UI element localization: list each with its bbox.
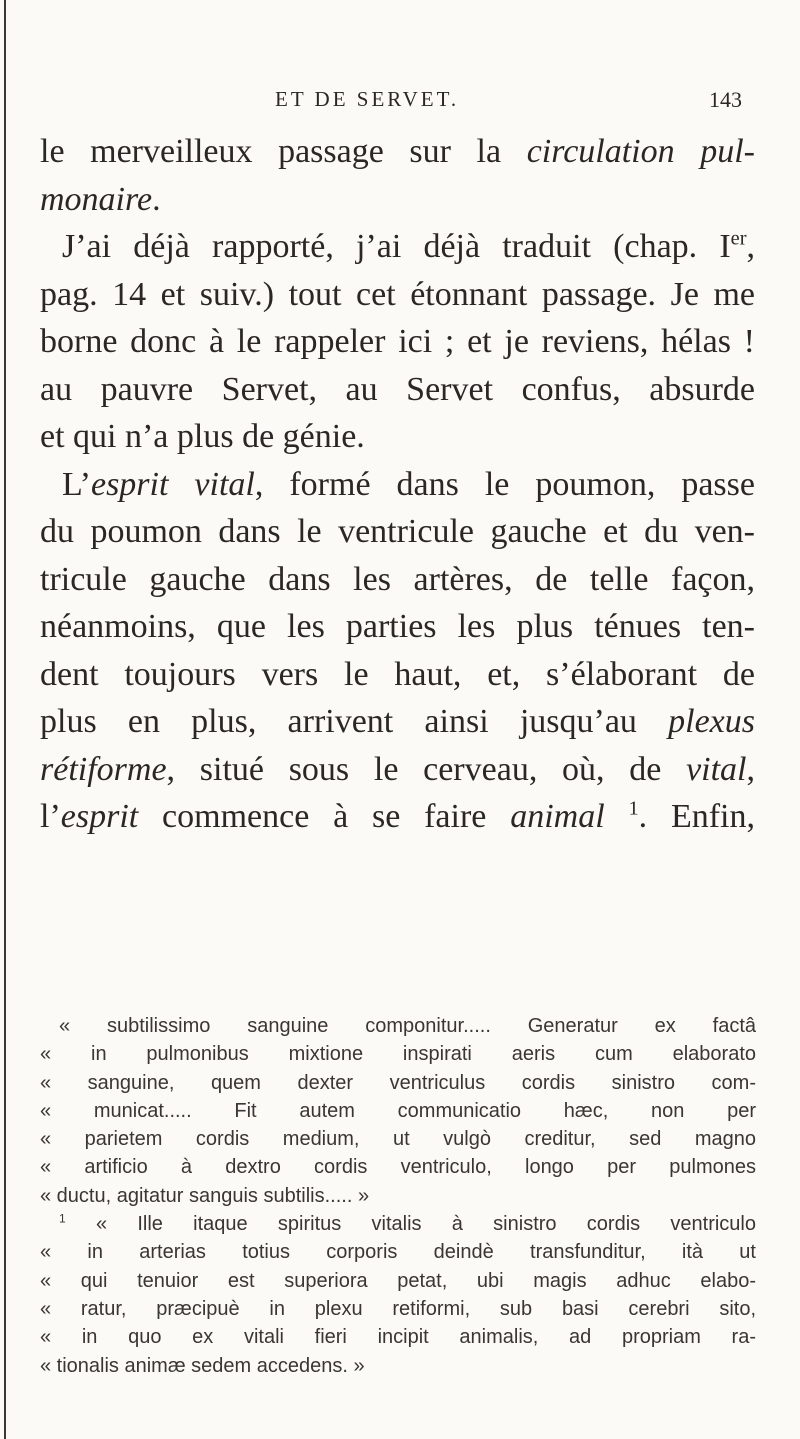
- text-run: et qui n’a plus de génie.: [40, 418, 365, 455]
- text-run: , situé sous le cerveau, où, de: [166, 750, 687, 788]
- text-run: ,: [746, 750, 755, 788]
- footnote-line: [40, 1210, 756, 1238]
- italic-text: monaire: [40, 180, 153, 218]
- footnote-line: [40, 1323, 756, 1351]
- italic-text: esprit: [60, 798, 139, 835]
- footnote-line: [40, 1352, 756, 1380]
- text-run: dent toujours vers le haut, et, s’élaborant de: [40, 655, 755, 693]
- footnote-line: [40, 1238, 756, 1266]
- page-edge-line: [4, 0, 6, 1439]
- text-run: « Ille itaque spiritus vitalis à sinistro cordis ventriculo: [65, 1213, 756, 1236]
- text-run: « qui tenuior est superiora petat, ubi magis adhuc elabo-: [40, 1269, 756, 1292]
- body-line: [40, 176, 755, 224]
- body-line: [40, 698, 755, 746]
- footnote-line: [40, 1182, 756, 1210]
- text-run: « in pulmonibus mixtione inspirati aeris cum elaborato: [40, 1043, 756, 1066]
- body-line: [40, 223, 755, 271]
- text-run: [605, 798, 629, 835]
- text-run: « parietem cordis medium, ut vulgò creditur, sed magno: [40, 1128, 756, 1151]
- text-run: borne donc à le rappeler ici ; et je reviens, hélas !: [40, 323, 755, 360]
- text-run: . Enfin,: [638, 798, 755, 835]
- footnote-line: [40, 1267, 756, 1295]
- text-run: « sanguine, quem dexter ventriculus cordis sinistro com-: [40, 1071, 756, 1094]
- page-number: 143: [709, 87, 742, 112]
- text-run: commence à se faire: [138, 798, 511, 835]
- italic-text: circulation pul-: [526, 133, 755, 170]
- text-run: « artificio à dextro cordis ventriculo, longo per pulmones: [40, 1156, 756, 1179]
- text-run: pag. 14 et suiv.) tout cet étonnant passage. Je me: [40, 275, 755, 313]
- text-run: du poumon dans le ventricule gauche et du ven-: [40, 513, 755, 550]
- footnote-line: [40, 1012, 756, 1040]
- footnote-line: [40, 1295, 756, 1323]
- body-line: [40, 556, 755, 604]
- body-line: [40, 366, 755, 414]
- text-run: ,: [746, 228, 755, 265]
- text-run: tricule gauche dans les artères, de telle façon,: [40, 560, 755, 598]
- text-run: L’: [62, 465, 91, 503]
- italic-text: vital: [686, 750, 747, 788]
- body-line: [40, 508, 755, 556]
- body-line: [40, 128, 755, 176]
- text-run: « tionalis animæ sedem accedens. »: [40, 1354, 365, 1377]
- italic-text: esprit vital: [90, 465, 255, 503]
- text-run: « ratur, præcipuè in plexu retiformi, sub basi cerebri sito,: [40, 1297, 756, 1320]
- footnote-line: [40, 1125, 756, 1153]
- text-run: « ductu, agitatur sanguis subtilis..... »: [40, 1184, 370, 1207]
- body-line: [40, 271, 755, 319]
- footnotes: [40, 1012, 756, 1380]
- main-text: [40, 128, 755, 841]
- superscript: 1: [59, 1211, 66, 1226]
- running-head: [0, 87, 800, 117]
- footnote-line: [40, 1153, 756, 1181]
- running-title: ET DE SERVET.: [275, 87, 460, 111]
- body-line: [40, 413, 755, 461]
- italic-text: animal: [510, 798, 605, 835]
- text-run: plus en plus, arrivent ainsi jusqu’au: [40, 703, 669, 740]
- text-run: « subtilissimo sanguine componitur..... Generatur ex factâ: [59, 1015, 756, 1037]
- italic-text: plexus: [668, 703, 755, 740]
- text-run: J’ai déjà rapporté, j’ai déjà traduit (chap. I: [62, 228, 731, 265]
- text-run: « municat..... Fit autem communicatio hæc, non per: [40, 1099, 756, 1122]
- text-run: « in arterias totius corporis deindè transfunditur, ità ut: [40, 1241, 756, 1264]
- italic-text: rétiforme: [40, 750, 167, 788]
- text-run: « in quo ex vitali fieri incipit animalis, ad propriam ra-: [40, 1326, 756, 1349]
- superscript: er: [730, 227, 747, 250]
- body-line: [40, 651, 755, 699]
- footnote-line: [40, 1097, 756, 1125]
- superscript: 1: [628, 797, 639, 820]
- body-line: [40, 318, 755, 366]
- text-run: , formé dans le poumon, passe: [254, 465, 755, 503]
- body-line: [40, 793, 755, 841]
- body-line: [40, 461, 755, 509]
- body-line: [40, 603, 755, 651]
- text-run: l’: [40, 798, 61, 835]
- body-line: [40, 746, 755, 794]
- text-run: néanmoins, que les parties les plus ténues ten-: [40, 608, 755, 645]
- text-run: au pauvre Servet, au Servet confus, absurde: [40, 370, 755, 408]
- footnote-line: [40, 1040, 756, 1068]
- footnote-line: [40, 1069, 756, 1097]
- text-run: le merveilleux passage sur la: [40, 133, 527, 170]
- text-run: .: [152, 180, 161, 218]
